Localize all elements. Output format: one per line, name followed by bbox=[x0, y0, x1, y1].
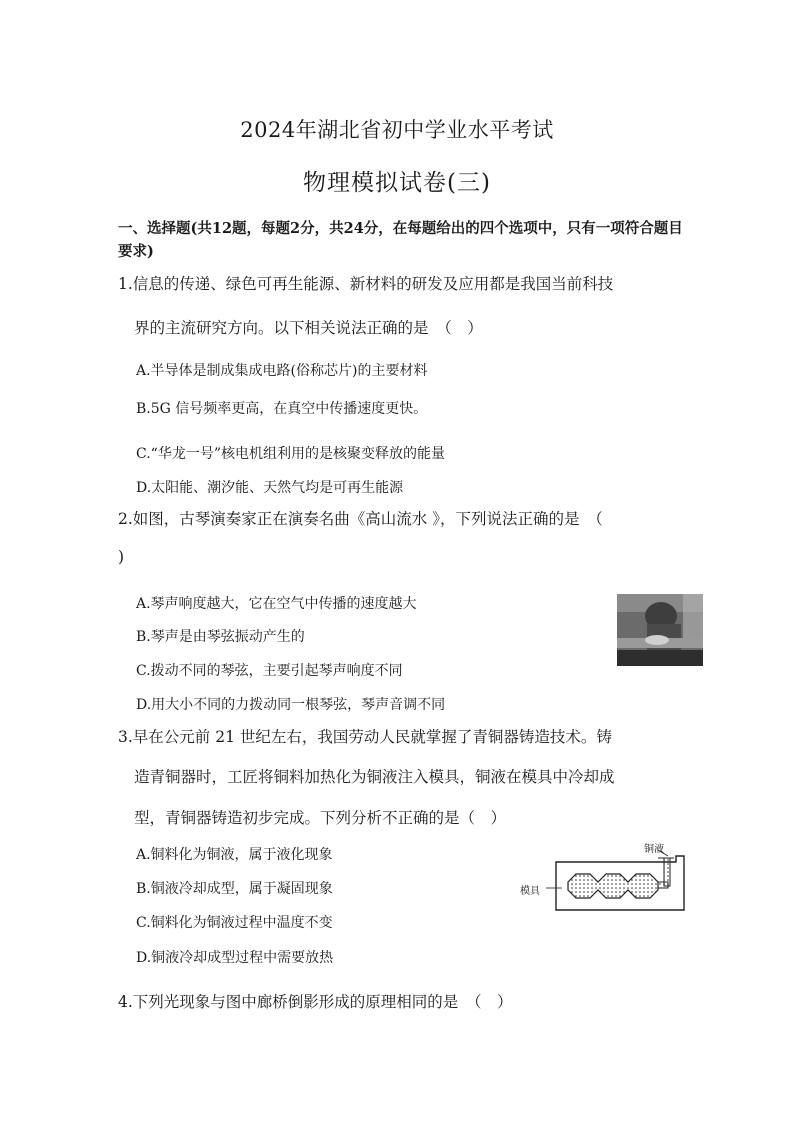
exam-title: 2024年湖北省初中学业水平考试 bbox=[240, 118, 554, 142]
question-1-option-d: D.太阳能、潮汐能、天然气均是可再生能源 bbox=[136, 480, 404, 496]
question-4-stem-line-1: 4.下列光现象与图中廊桥倒影形成的原理相同的是 （ ） bbox=[118, 993, 513, 1011]
exam-subtitle: 物理模拟试卷(三) bbox=[303, 170, 491, 196]
question-2-option-a: A.琴声响度越大，它在空气中传播的速度越大 bbox=[136, 596, 417, 612]
question-2-option-b: B.琴声是由琴弦振动产生的 bbox=[136, 629, 305, 645]
question-3-option-c: C.铜料化为铜液过程中温度不变 bbox=[136, 915, 333, 931]
question-1-option-c: C.“华龙一号”核电机组利用的是核聚变释放的能量 bbox=[136, 446, 445, 462]
mold-label-liquid: 铜液 bbox=[644, 844, 664, 855]
question-3-stem-line-3: 型，青铜器铸造初步完成。下列分析不正确的是（ ） bbox=[134, 809, 507, 827]
question-3-option-d: D.铜液冷却成型过程中需要放热 bbox=[136, 950, 334, 966]
guqin-performer-photo bbox=[617, 594, 703, 666]
question-1-option-b: B.5G 信号频率更高，在真空中传播速度更快。 bbox=[136, 401, 428, 417]
bronze-mold-diagram bbox=[518, 842, 688, 914]
question-2-option-d: D.用大小不同的力拨动同一根琴弦，琴声音调不同 bbox=[136, 697, 446, 713]
question-1-stem-line-1: 1.信息的传递、绿色可再生能源、新材料的研发及应用都是我国当前科技 bbox=[118, 275, 614, 293]
question-2-stem-line-1: 2.如图，古琴演奏家正在演奏名曲《高山流水 》，下列说法正确的是 （ bbox=[118, 510, 603, 528]
question-1-stem-line-2: 界的主流研究方向。以下相关说法正确的是 （ ） bbox=[134, 319, 483, 337]
question-3-stem-line-2: 造青铜器时，工匠将铜料加热化为铜液注入模具，铜液在模具中冷却成 bbox=[134, 768, 615, 786]
question-3-option-b: B.铜液冷却成型，属于凝固现象 bbox=[136, 881, 333, 897]
question-1-option-a: A.半导体是制成集成电路(俗称芯片)的主要材料 bbox=[136, 363, 428, 379]
question-3-option-a: A.铜料化为铜液，属于液化现象 bbox=[136, 847, 333, 863]
mold-label-mold: 模具 bbox=[520, 886, 540, 897]
section-heading: 一、选择题(共12题，每题2分，共24分，在每题给出的四个选项中，只有一项符合题目要求) bbox=[118, 220, 683, 260]
question-2-stem-line-2: ) bbox=[118, 548, 125, 566]
question-3-stem-line-1: 3.早在公元前 21 世纪左右，我国劳动人民就掌握了青铜器铸造技术。铸 bbox=[118, 728, 612, 746]
question-2-option-c: C.拨动不同的琴弦，主要引起琴声响度不同 bbox=[136, 663, 403, 679]
